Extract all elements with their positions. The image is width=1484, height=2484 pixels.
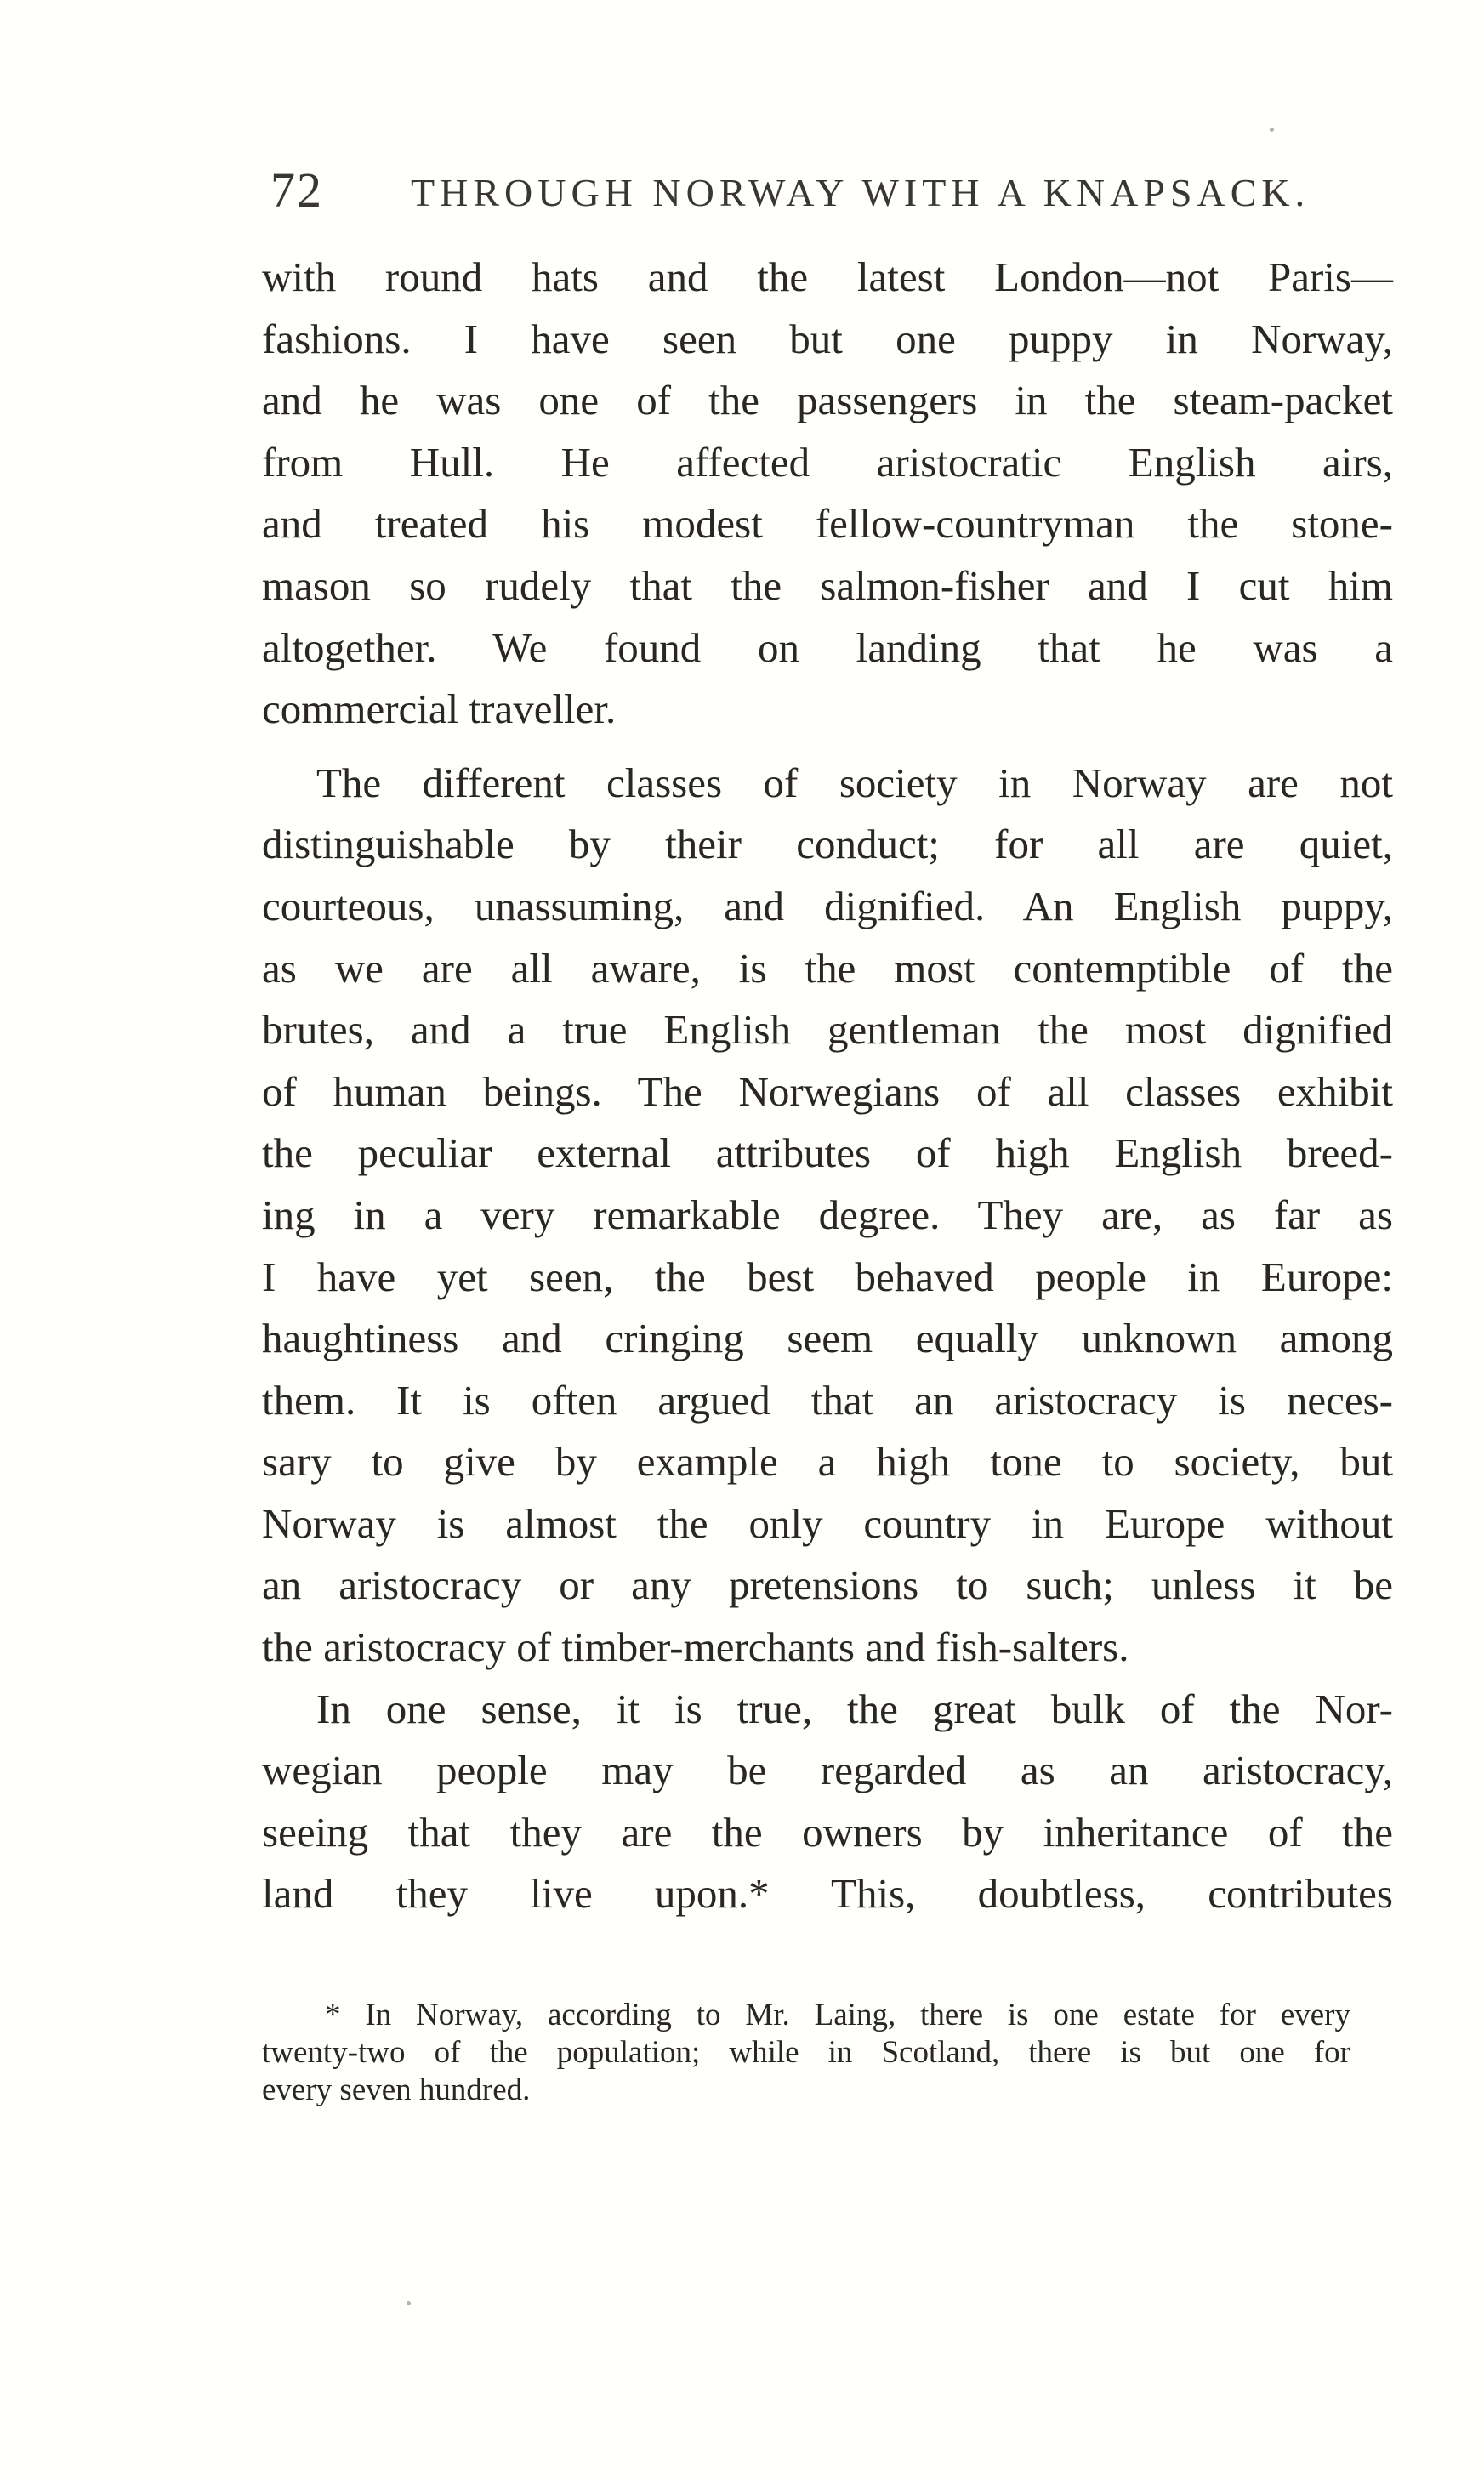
body-text (262, 247, 1393, 1925)
text-line: of human beings. The Norwegians of all classes exhibit (262, 1067, 1393, 1115)
footnote-line: every seven hundred. (262, 2072, 531, 2107)
paper-speck (407, 2301, 411, 2305)
text-line: with round hats and the latest London—not Paris— (262, 253, 1393, 300)
text-line: courteous, unassuming, and dignified. An English puppy, (262, 882, 1393, 929)
text-line: brutes, and a true English gentleman the most dignified (262, 1006, 1393, 1054)
text-line: mason so rudely that the salmon-fisher and I cut him (262, 561, 1393, 609)
text-line: sary to give by example a high tone to society, but (262, 1438, 1393, 1486)
text-line: the aristocracy of timber-merchants and fish-salters. (262, 1623, 1129, 1671)
text-line: them. It is often argued that an aristocracy is neces- (262, 1376, 1393, 1424)
text-line: I have yet seen, the best behaved people in Europe: (262, 1253, 1393, 1300)
text-line: and treated his modest fellow-countryman the stone- (262, 500, 1393, 548)
text-line: commercial traveller. (262, 685, 617, 733)
footnote-line: * In Norway, according to Mr. Laing, there is one estate for every (325, 1998, 1350, 2032)
footnote (262, 1997, 1350, 2109)
running-head (270, 162, 1402, 230)
text-line: land they live upon.* This, doubtless, contributes (262, 1870, 1393, 1918)
text-line: Norway is almost the only country in Europe without (262, 1499, 1393, 1547)
text-line: the peculiar external attributes of high English breed- (262, 1129, 1393, 1177)
text-line: as we are all aware, is the most contemptible of the (262, 944, 1393, 992)
text-line: wegian people may be regarded as an aristocracy, (262, 1747, 1393, 1794)
text-line: distinguishable by their conduct; for all are quiet, (262, 821, 1393, 868)
text-line: from Hull. He affected aristocratic English airs, (262, 438, 1393, 486)
text-line: haughtiness and cringing seem equally unknown among (262, 1315, 1393, 1362)
text-line: ing in a very remarkable degree. They are, as far as (262, 1191, 1393, 1238)
running-title: THROUGH NORWAY WITH A KNAPSACK. (411, 171, 1311, 214)
text-line: altogether. We found on landing that he was a (262, 623, 1393, 671)
text-line: seeing that they are the owners by inheritance of the (262, 1808, 1393, 1856)
text-line: In one sense, it is true, the great bulk of the Nor- (316, 1685, 1393, 1732)
paragraph-gap (262, 741, 1393, 753)
footnote-line: twenty-two of the population; while in Scotland, there is but one for (262, 2035, 1350, 2070)
text-line: an aristocracy or any pretensions to such; unless it be (262, 1561, 1393, 1609)
text-line: and he was one of the passengers in the steam-packet (262, 377, 1393, 424)
page-number: 72 (270, 162, 323, 218)
text-line: fashions. I have seen but one puppy in Norway, (262, 315, 1393, 362)
text-line: The different classes of society in Norway are not (316, 759, 1393, 806)
paper-speck (1270, 128, 1274, 132)
